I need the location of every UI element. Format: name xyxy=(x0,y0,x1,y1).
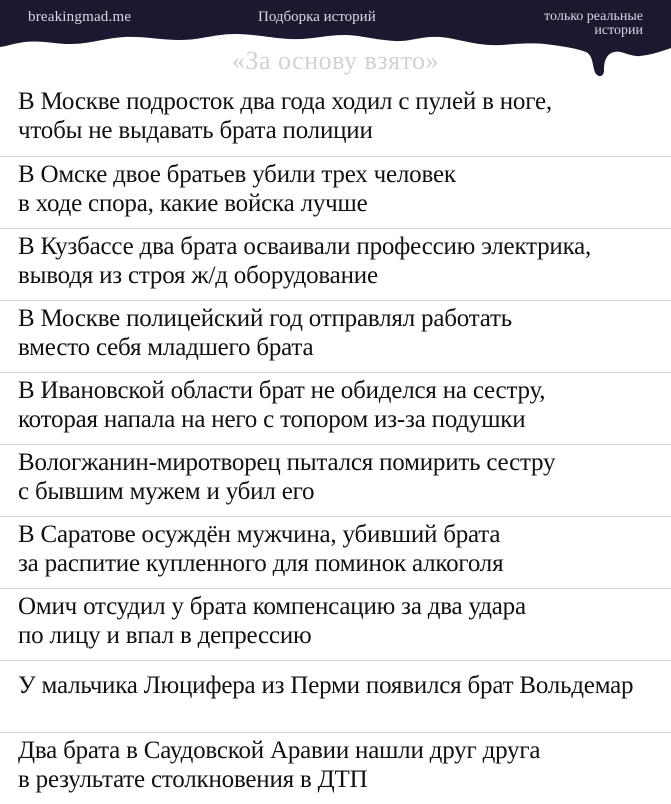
story-line: Омич отсудил у брата компенсацию за два удара xyxy=(18,593,526,620)
story-list xyxy=(0,84,671,804)
story-line: В Саратове осуждён мужчина, убивший брата xyxy=(18,521,501,548)
story-line: Два брата в Саудовской Аравии нашли друг друга xyxy=(18,737,541,764)
story-line: вместо себя младшего брата xyxy=(18,334,314,361)
story-item[interactable] xyxy=(0,660,671,732)
story-item[interactable] xyxy=(0,156,671,228)
collection-label[interactable]: Подборка историй xyxy=(258,9,376,25)
story-line: У мальчика Люцифера из Перми появился брат Вольдемар xyxy=(18,672,634,699)
story-item[interactable] xyxy=(0,300,671,372)
story-line: выводя из строя ж/д оборудование xyxy=(18,262,378,289)
story-line: В Москве полицейский год отправлял работать xyxy=(18,305,512,332)
story-item[interactable] xyxy=(0,228,671,300)
story-line: в ходе спора, какие войска лучше xyxy=(18,190,368,217)
story-line: В Омске двое братьев убили трех человек xyxy=(18,161,456,188)
story-line: с бывшим мужем и убил его xyxy=(18,478,315,505)
page-subtitle: «За основу взято» xyxy=(231,46,440,75)
story-line: за распитие купленного для поминок алкоголя xyxy=(18,550,504,577)
story-item[interactable] xyxy=(0,516,671,588)
story-line: В Кузбассе два брата осваивали профессию электрика, xyxy=(18,233,592,260)
story-line: В Ивановской области брат не обиделся на сестру, xyxy=(18,377,546,404)
story-line: по лицу и впал в депрессию xyxy=(18,622,312,649)
tagline-line1: только реальные xyxy=(544,9,643,24)
story-item[interactable] xyxy=(0,84,671,156)
story-line: В Москве подросток два года ходил с пулей в ноге, xyxy=(18,88,552,115)
story-line: чтобы не выдавать брата полиции xyxy=(18,117,373,144)
story-line: в результате столкновения в ДТП xyxy=(18,766,368,793)
tagline xyxy=(483,10,643,38)
story-line: которая напала на него с топором из-за подушки xyxy=(18,406,526,433)
site-name[interactable]: breakingmad.me xyxy=(28,9,132,25)
tagline-line2: истории xyxy=(594,23,643,38)
story-item[interactable] xyxy=(0,444,671,516)
story-item[interactable] xyxy=(0,372,671,444)
story-item[interactable] xyxy=(0,732,671,804)
story-line: Вологжанин-миротворец пытался помирить сестру xyxy=(18,449,556,476)
story-item[interactable] xyxy=(0,588,671,660)
